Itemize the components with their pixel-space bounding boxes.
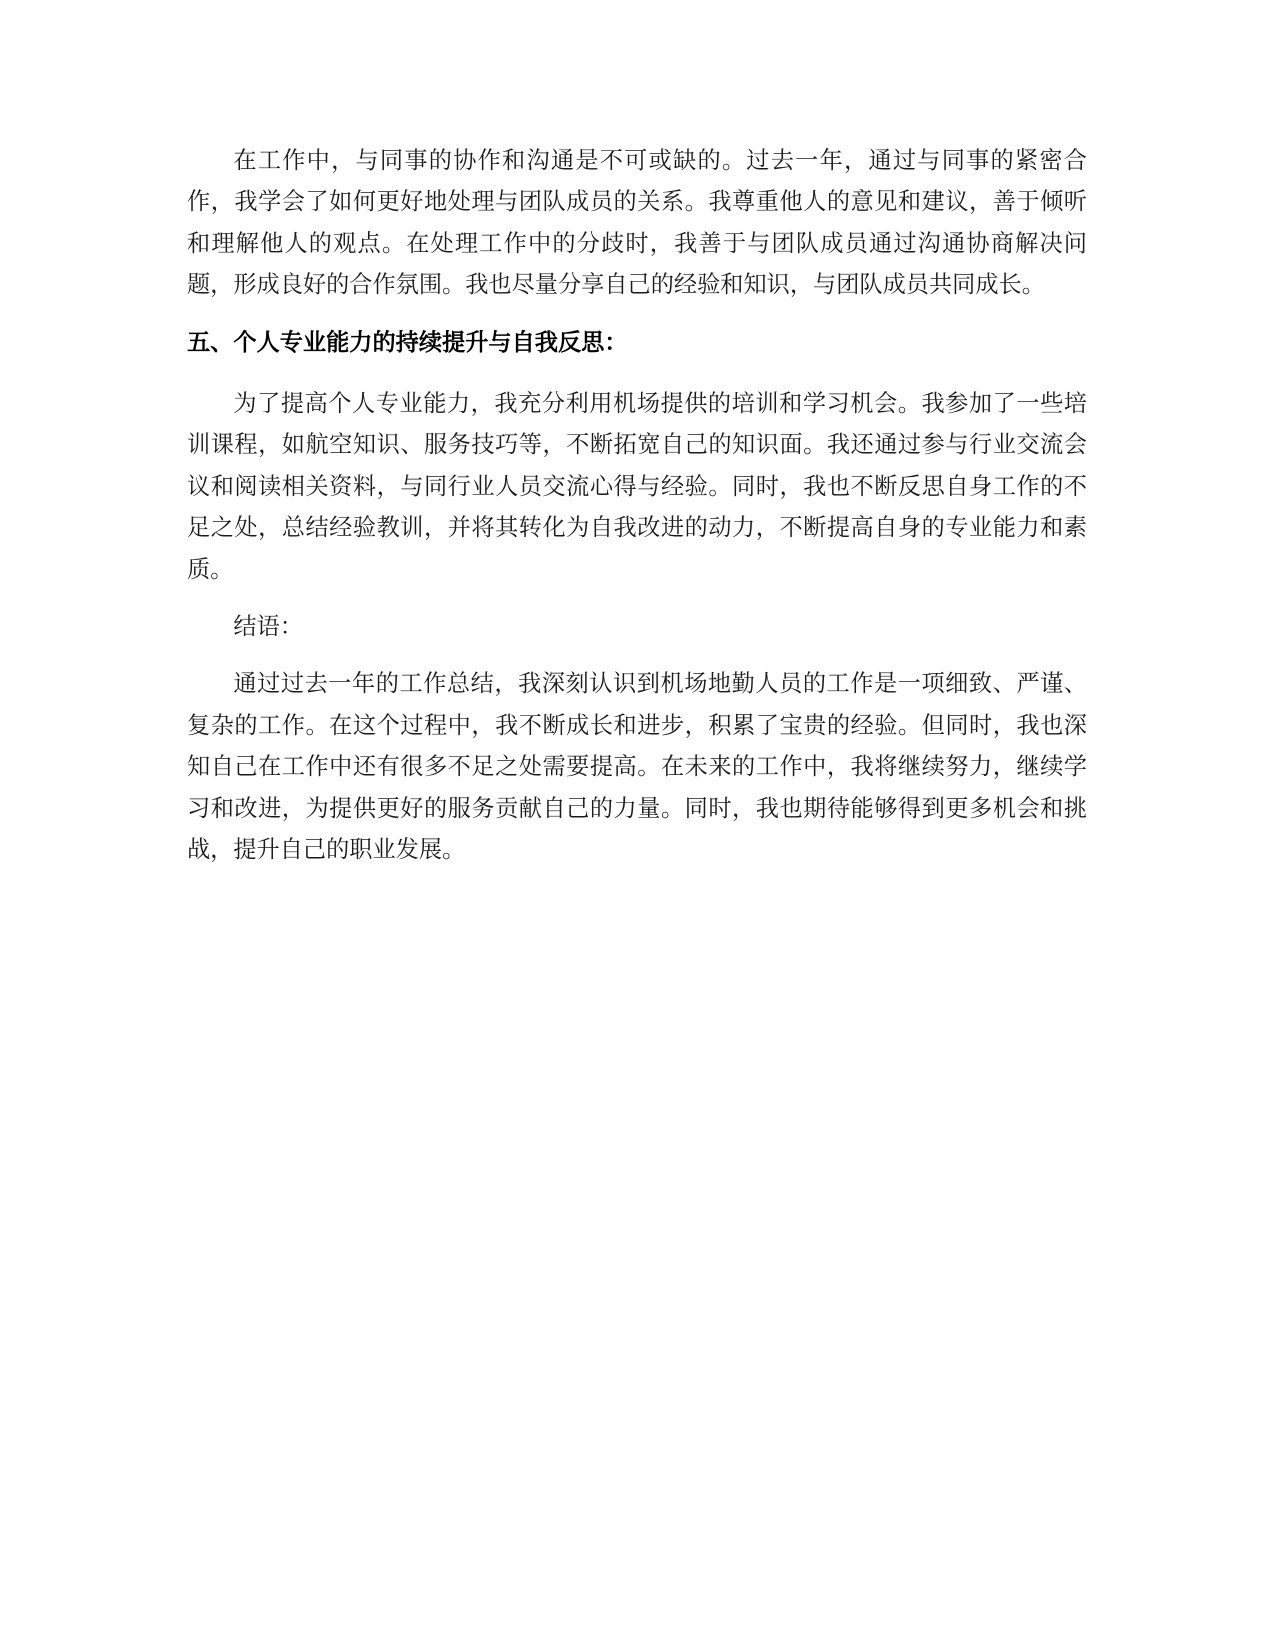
- section-5-heading: 五、个人专业能力的持续提升与自我反思：: [187, 328, 628, 356]
- paragraph-professional-growth: 为了提高个人专业能力，我充分利用机场提供的培训和学习机会。我参加了一些培训课程，如航空知识、服务技巧等，不断拓宽自己的知识面。我还通过参与行业交流会议和阅读相关资料，与同行业人员交流心得与经验。同时，我也不断反思自身工作的不足之处，总结经验教训，并将其转化为自我改进的动力，不断提高自身的专业能力和素质。: [187, 390, 1087, 583]
- paragraph-teamwork: 在工作中，与同事的协作和沟通是不可或缺的。过去一年，通过与同事的紧密合作，我学会了如何更好地处理与团队成员的关系。我尊重他人的意见和建议，善于倾听和理解他人的观点。在处理工作中的分歧时，我善于与团队成员通过沟通协商解决问题，形成良好的合作氛围。我也尽量分享自己的经验和知识，与团队成员共同成长。: [187, 147, 1087, 299]
- document-body: [187, 140, 1087, 887]
- paragraph-conclusion: 通过过去一年的工作总结，我深刻认识到机场地勤人员的工作是一项细致、严谨、复杂的工作。在这个过程中，我不断成长和进步，积累了宝贵的经验。但同时，我也深知自己在工作中还有很多不足之处需要提高。在未来的工作中，我将继续努力，继续学习和改进，为提供更好的服务贡献自己的力量。同时，我也期待能够得到更多机会和挑战，提升自己的职业发展。: [187, 670, 1087, 864]
- conclusion-label: 结语：: [233, 613, 303, 641]
